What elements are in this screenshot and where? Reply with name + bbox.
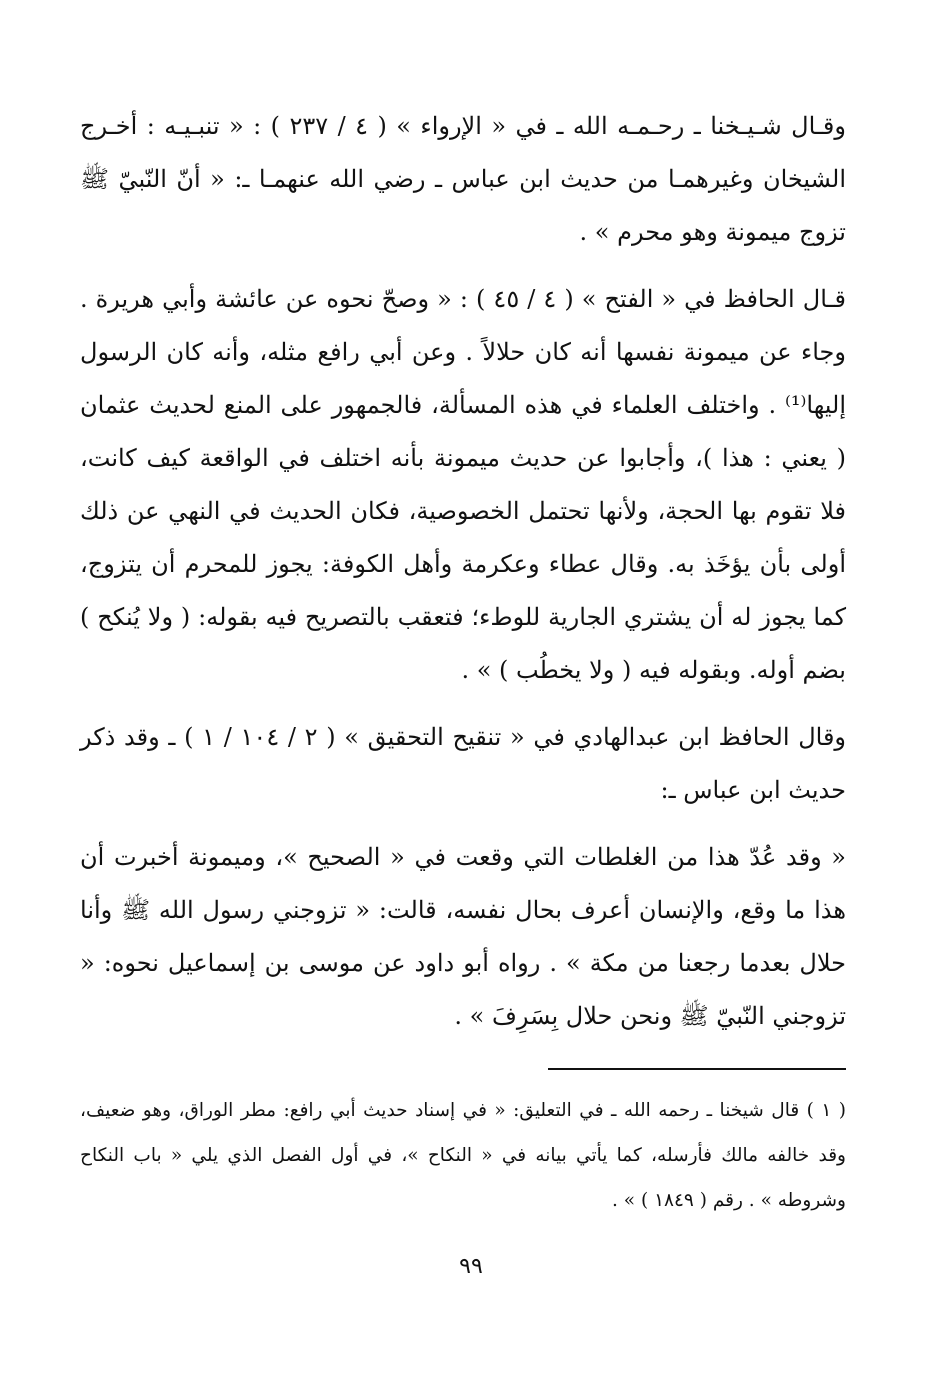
paragraph: « وقد عُدّ هذا من الغلطات التي وقعت في « الصحيح »، وميمونة أخبرت أن هذا ما وقع، والإنسان أعرف بحال نفسه، قالت: « تزوجني رسول الله ﷺ وأنا حلال بعدما رجعنا من مكة » . رواه أبو داود عن موسى بن إسماعيل نحوه: « تزوجني النّبيّ ﷺ ونحن حلال بِسَرِفَ » . <box>80 843 846 1030</box>
footnote-divider <box>548 1068 846 1070</box>
paragraph: وقال الحافظ ابن عبدالهادي في « تنقيح التحقيق » ( ٢ / ١٠٤ / ١ ) ـ وقد ذكر حديث ابن عباس ـ: <box>80 723 847 804</box>
footnote: ( ١ ) قال شيخنا ـ رحمه الله ـ في التعليق: « في إسناد حديث أبي رافع: مطر الوراق، وهو ضعيف، وقد خالفه مالك فأرسله، كما يأتي بيانه في « النكاح »، في أول الفصل الذي يلي « باب النكاح وشروطه » . رقم ( ١٨٤٩ ) » . <box>80 1100 846 1211</box>
page-number: ٩٩ <box>459 1254 483 1279</box>
footnotes <box>80 1088 846 1223</box>
paragraph: قـال الحافظ في « الفتح » ( ٤ / ٤٥ ) : « وصحّ نحوه عن عائشة وأبي هريرة . وجاء عن ميمونة نفسها أنه كان حلالاً . وعن أبي رافع مثله، وأنه كان الرسول إليها⁽¹⁾ . واختلف العلماء في هذه المسألة، فالجمهور على المنع لحديث عثمان ( يعني : هذا )، وأجابوا عن حديث ميمونة بأنه اختلف في الواقعة كيف كانت، فلا تقوم بها الحجة، ولأنها تحتمل الخصوصية، فكان الحديث في النهي عن ذلك أولى بأن يؤخَذ به. وقال عطاء وعكرمة وأهل الكوفة: يجوز للمحرم أن يتزوج، كما يجوز له أن يشتري الجارية للوطء؛ فتعقب بالتصريح فيه بقوله: ( ولا يُنكح ) بضم أوله. وبقوله فيه ( ولا يخطُب ) » . <box>80 285 847 684</box>
main-text <box>80 100 846 1057</box>
paragraph: وقـال شـيـخنا ـ رحـمـه الله ـ في « الإرواء » ( ٤ / ٢٣٧ ) : « تنبـيـه : أخـرج الشيخان وغيرهمـا من حديث ابن عباس ـ رضي الله عنهمـا ـ: « أنّ النّبيّ ﷺ تزوج ميمونة وهو محرم » . <box>80 112 846 246</box>
